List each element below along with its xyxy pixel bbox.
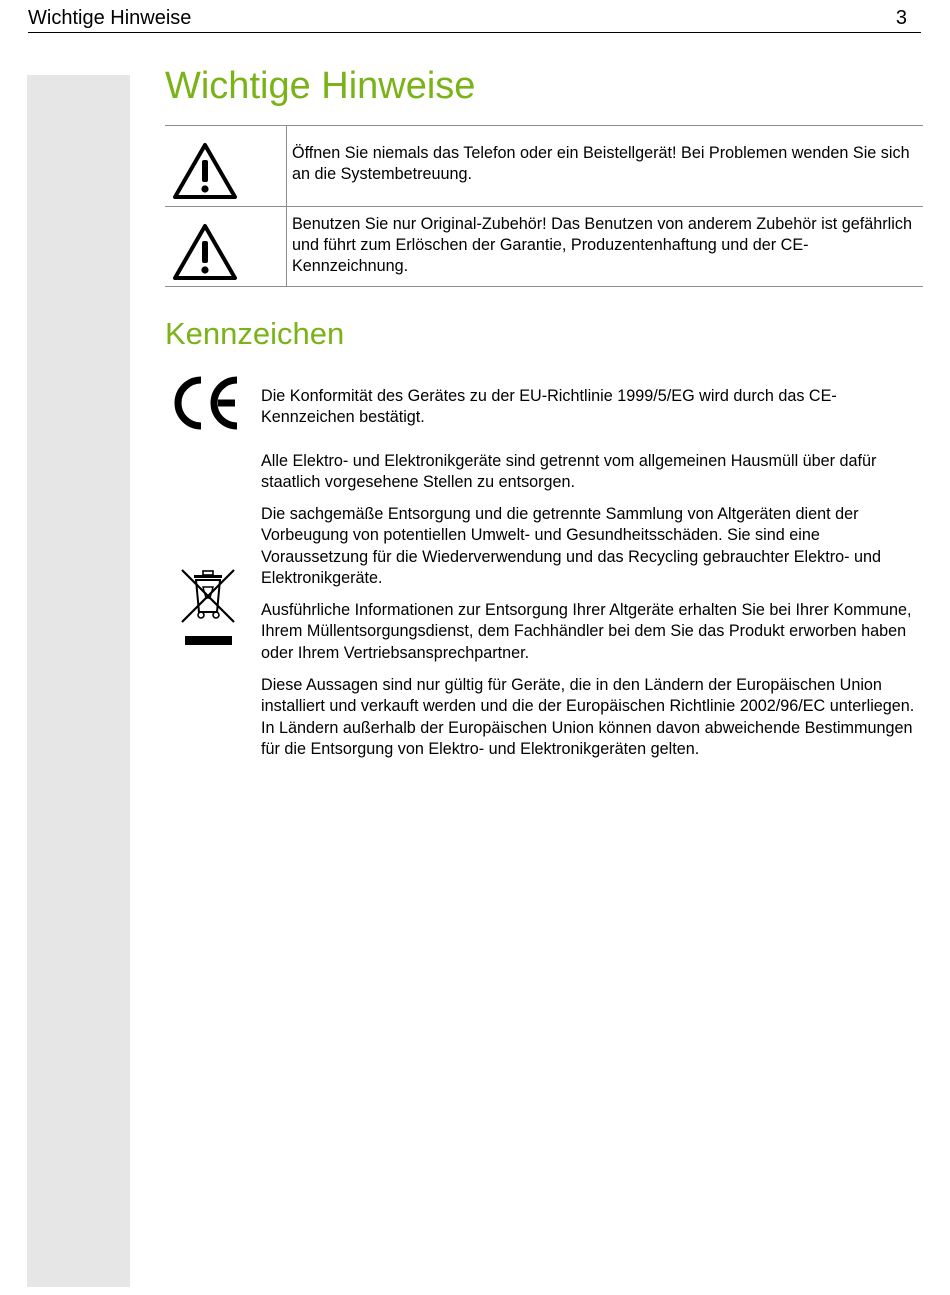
crossed-out-wheelie-bin-icon [179, 566, 237, 648]
paragraph-ce-conformity: Die Konformität des Gerätes zu der EU-Richtlinie 1999/5/EG wird durch das CE-Kennzeichen bestätigt. [261, 387, 837, 427]
warning-row [165, 126, 923, 207]
page-number: 3 [895, 7, 907, 29]
warning-icon-cell [165, 126, 287, 206]
warning-text: Öffnen Sie niemals das Telefon oder ein Beistellgerät! Bei Problemen wenden Sie sich an die Systembetreuung. [292, 144, 910, 183]
warning-row [165, 207, 923, 287]
paragraph-disposal-separate: Alle Elektro- und Elektronikgeräte sind getrennt vom allgemeinen Hausmüll über dafür staatlich vorgesehene Stellen zu entsorgen. [261, 452, 877, 492]
section-heading-kennzeichen: Kennzeichen [165, 316, 345, 351]
warnings-table [165, 125, 923, 287]
ce-mark-icon [170, 376, 242, 430]
page-title: Wichtige Hinweise [165, 65, 476, 107]
paragraph-disposal-purpose: Die sachgemäße Entsorgung und die getrennte Sammlung von Altgeräten dient der Vorbeugung von potentiellen Umwelt- und Gesundheitsschäden. Sie sind eine Voraussetzung für die Wiederverwendung und das Recycling gebrauchter Elektro- und Elektronikgeräte. [261, 505, 881, 587]
sidebar-margin [27, 75, 130, 1287]
warning-text: Benutzen Sie nur Original-Zubehör! Das Benutzen von anderem Zubehör ist gefährlich und führt zum Erlöschen der Garantie, Produzentenhaftung und der CE-Kennzeichnung. [292, 215, 912, 275]
warning-triangle-icon [171, 141, 239, 201]
paragraph-disposal-info: Ausführliche Informationen zur Entsorgung Ihrer Altgeräte erhalten Sie bei Ihrer Kommune, Ihrem Müllentsorgungsdienst, dem Fachhändler bei dem Sie das Produkt erworben haben oder Ihrem Vertriebsansprechpartner. [261, 601, 912, 662]
paragraph-validity: Diese Aussagen sind nur gültig für Geräte, die in den Ländern der Europäischen Union installiert und verkauft werden und die der Europäischen Richtlinie 2002/96/EC unterliegen. In Ländern außerhalb der Europäischen Union können davon abweichende Bestimmungen für die Entsorgung von Elektro- und Elektronikgeräten gelten. [261, 676, 915, 758]
warning-triangle-icon [171, 222, 239, 282]
running-header [28, 6, 921, 33]
warning-icon-cell [165, 207, 287, 286]
running-header-title: Wichtige Hinweise [28, 7, 192, 29]
